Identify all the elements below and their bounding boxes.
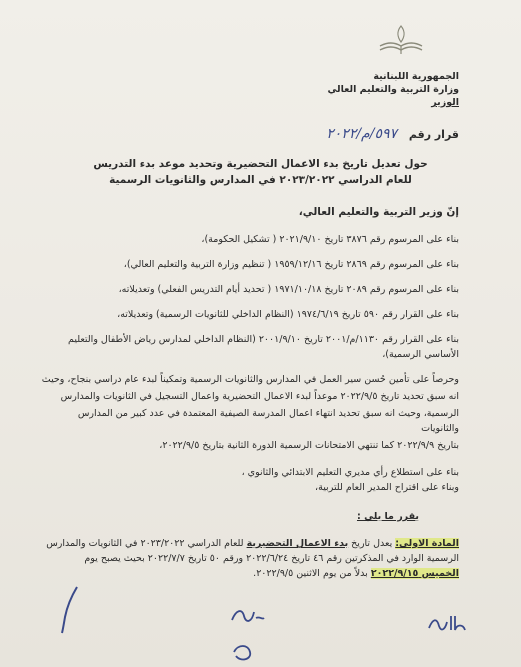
legal-basis-item: بناء على القرار رقم ١١٣٠/م/٢٠٠١ تاريخ ٢٠٠١/٩/١٠ (النظام الداخلي لمدارس رياض الأطفال والتعليم الأساسي الرسمية)، bbox=[68, 334, 459, 360]
article-1-line-1 bbox=[40, 536, 459, 551]
article-1-emphasis: بدء الاعمال التحضيرية bbox=[246, 538, 349, 549]
legal-basis-item: بناء على المرسوم رقم ٣٨٧٦ تاريخ ٢٠٢١/٩/١٠ ( تشكيل الحكومة)، bbox=[201, 234, 459, 245]
additional-basis-item: بناء على استطلاع رأي مديري التعليم الابتدائي والثانوي ، bbox=[241, 467, 459, 478]
salutation: إنّ وزير التربية والتعليم العالي، bbox=[298, 206, 459, 218]
decision-number: ٥٩٧/م/٢٠٢٢ bbox=[326, 126, 398, 142]
ministry-name: وزارة التربية والتعليم العالي bbox=[327, 84, 459, 95]
article-1 bbox=[40, 536, 459, 581]
decision-subject bbox=[60, 156, 461, 188]
initial-signature-icon bbox=[55, 585, 85, 635]
article-1-label: المادة الاولى: bbox=[395, 538, 459, 549]
minister-title: الوزير bbox=[431, 97, 459, 108]
rationale-line: الرسمية، وحيث انه سبق تحديد انتهاء اعمال المدرسة الصيفية المعتمدة في عدد كبير من المدارس والثانويات bbox=[77, 408, 459, 434]
article-1-text: يعدل تاريخ bbox=[348, 538, 396, 549]
legal-bases bbox=[40, 232, 459, 362]
additional-basis-item: وبناء على اقتراح المدير العام للتربية، bbox=[315, 482, 459, 493]
republic-name: الجمهورية اللبنانية bbox=[373, 71, 459, 82]
decides-heading: يقرر ما يلي : bbox=[356, 511, 419, 522]
article-1-line-3 bbox=[40, 566, 459, 581]
article-1-text: بدلاً من يوم الاثنين ٢٠٢٢/٩/٥. bbox=[253, 568, 371, 579]
legal-basis-item: بناء على المرسوم رقم ٢٠٨٩ تاريخ ١٩٧١/١٠/١٨ ( تحديد أيام التدريس الفعلي) وتعديلاته، bbox=[118, 284, 459, 295]
rationale-line: بتاريخ ٢٠٢٢/٩/٩ كما تنتهي الامتحانات الرسمية الدورة الثانية بتاريخ ٢٠٢٢/٩/٥، bbox=[159, 440, 459, 451]
article-1-line-2: الرسمية الوارد في المذكرتين رقم ٤٦ تاريخ ٢٠٢٢/٦/٢٤ ورقم ٥٠ تاريخ ٢٠٢٢/٧/٧ بحيث يصبح يوم bbox=[84, 553, 459, 564]
subject-line-1: حول تعديل تاريخ بدء الاعمال التحضيرية وتحديد موعد بدء التدريس bbox=[93, 158, 428, 170]
letterhead bbox=[309, 70, 459, 109]
rationale-line: انه سبق تحديد تاريخ ٢٠٢٢/٩/٥ موعداً لبدء الاعمال التحضيرية واعمال التسجيل في الثانويات والمدارس bbox=[60, 391, 459, 402]
article-1-new-date: الخميس ٢٠٢٢/٩/١٥ bbox=[370, 568, 459, 579]
rationale bbox=[40, 372, 459, 453]
initial-signature-icon bbox=[228, 600, 268, 630]
decision-body bbox=[40, 205, 459, 581]
initial-signature-icon bbox=[425, 610, 469, 636]
decision-number-line bbox=[326, 126, 459, 142]
legal-basis-item: بناء على المرسوم رقم ٢٨٦٩ تاريخ ١٩٥٩/١٢/١٦ ( تنظيم وزارة التربية والتعليم العالي)، bbox=[123, 259, 459, 270]
ministry-logo-icon bbox=[376, 20, 426, 60]
decision-label: قرار رقم bbox=[408, 128, 459, 141]
additional-bases bbox=[40, 465, 459, 495]
initial-signature-icon bbox=[228, 640, 258, 664]
rationale-line: وحرصاً على تأمين حُسن سير العمل في المدارس والثانويات الرسمية وتمكيناً لبدء عام دراسي بنجاح، وحيث bbox=[41, 374, 459, 385]
subject-line-2: للعام الدراسي ٢٠٢٣/٢٠٢٢ في المدارس والثانويات الرسمية bbox=[109, 174, 412, 186]
article-1-text: للعام الدراسي ٢٠٢٣/٢٠٢٢ في الثانويات والمدارس bbox=[46, 538, 247, 549]
legal-basis-item: بناء على القرار رقم ٥٩٠ تاريخ ١٩٧٤/٦/١٩ (النظام الداخلي للثانويات الرسمية) وتعديلاته، bbox=[117, 309, 459, 320]
